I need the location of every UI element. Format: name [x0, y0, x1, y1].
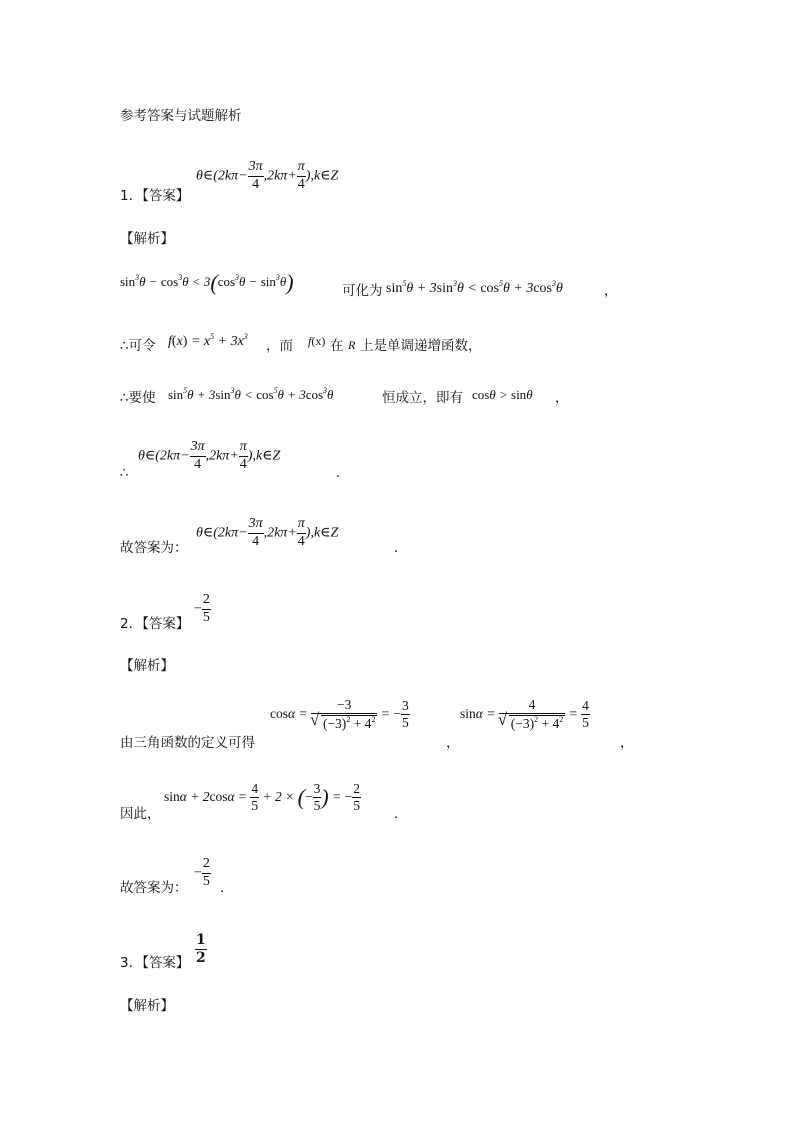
q2-period-1: .: [394, 806, 399, 822]
q1-final-answer-text: 故答案为：: [120, 540, 188, 556]
q1-analysis-heading: 【解析】: [120, 231, 174, 247]
q2-final-answer-formula: − $\frac{2}{5}$: [194, 856, 210, 889]
q1-let-text: ∴可令: [120, 338, 156, 354]
q2-cos-formula: cosα = −3 √ $(-3)^2 + 4^2$ = − $\frac{3}{5}$: [270, 698, 410, 731]
q2-answer-label: 2．【答案】: [120, 616, 190, 632]
page-title: 参考答案与试题解析: [120, 108, 242, 124]
q2-comma-1: ，: [446, 735, 460, 751]
q2-answer-formula: − $\frac{2}{5}$: [194, 592, 210, 625]
q1-comma-2: ，: [555, 390, 569, 406]
q3-analysis-heading: 【解析】: [120, 998, 174, 1014]
q1-period: .: [336, 465, 341, 481]
q2-period-2: .: [220, 880, 225, 896]
q1-final-answer-formula: θ∈(2kπ− $\frac{3\pi}{4}$ ,2kπ+ $\frac{\pi}{4}$ ),k∈Z: [196, 516, 339, 549]
q3-answer-formula: $\frac{1}{2}$: [196, 932, 206, 966]
q1-fx: f(x): [308, 334, 326, 348]
q1-inequality-repeat: $\sin^5\theta + 3\sin^3\theta < \cos^5\theta + 3\cos^3\theta$: [168, 386, 334, 402]
q1-inequality-original: $\sin^3\theta - \cos^3\theta < 3(\cos^3\theta - \sin^3\theta)$: [120, 270, 294, 295]
q1-therefore: ∴: [120, 465, 129, 481]
q3-answer-label: 3．【答案】: [120, 955, 190, 971]
q1-function-def: $f(x) = x^5 + 3x^3$: [168, 332, 248, 349]
q1-period-2: .: [394, 540, 399, 556]
q1-in-text: 在: [330, 338, 344, 354]
q1-result-formula: θ∈(2kπ− $\frac{3\pi}{4}$ ,2kπ+ $\frac{\pi}{4}$ ),k∈Z: [138, 439, 281, 472]
q1-text-can-become: 可化为: [342, 283, 383, 299]
q2-analysis-heading: 【解析】: [120, 658, 174, 674]
q1-real-set: R: [348, 338, 356, 352]
q1-make-text: ∴要使: [120, 390, 156, 406]
q1-answer-formula: θ∈(2kπ− $\frac{3\pi}{4}$ ,2kπ+ $\frac{\pi}{4}$ ),k∈Z: [196, 159, 339, 192]
q1-cos-gt-sin: cosθ > sinθ: [472, 387, 533, 402]
q1-monotonic-text: 上是单调递增函数，: [360, 338, 482, 354]
q2-comma-2: ，: [620, 735, 634, 751]
q1-comma: ，: [604, 283, 618, 299]
q1-and-text: ，而: [266, 338, 293, 354]
q2-sum-formula: sinα + 2cosα = $\frac{4}{5}$ + 2 × (− $\frac{3}{5}$ ) = − $\frac{2}{5}$: [164, 781, 360, 814]
q1-inequality-transformed: $\sin^5\theta + 3\sin^3\theta < \cos^5\theta + 3\cos^3\theta$: [386, 279, 563, 296]
q1-holds-text: 恒成立，即有: [382, 390, 463, 406]
q2-sin-formula: sinα = 4 √ $(-3)^2 + 4^2$ = $\frac{4}{5}$: [460, 698, 590, 731]
q1-answer-label: 1．【答案】: [120, 188, 190, 204]
q2-therefore-text: 因此，: [120, 806, 161, 822]
q2-definition-text: 由三角函数的定义可得: [120, 735, 255, 751]
q2-final-answer-text: 故答案为：: [120, 880, 188, 896]
